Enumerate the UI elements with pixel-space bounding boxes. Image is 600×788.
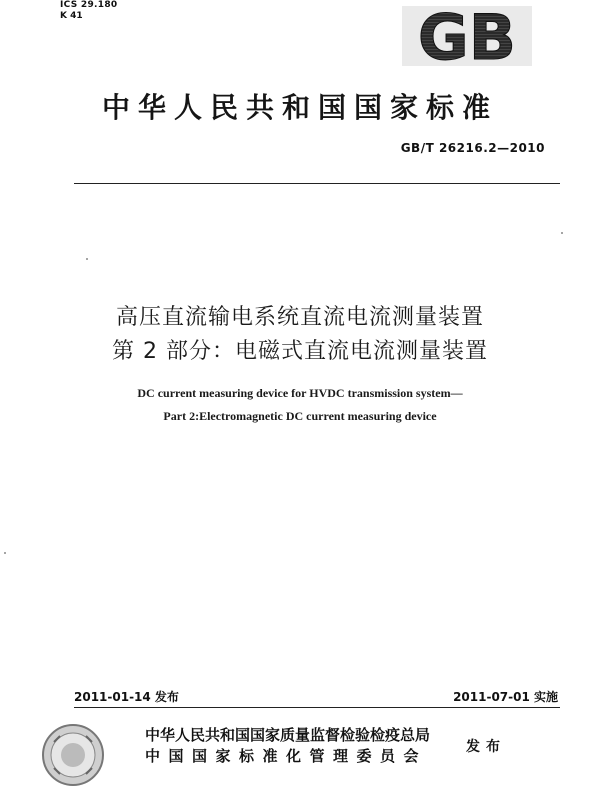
title-english-line1: DC current measuring device for HVDC transmission system— [137, 386, 463, 400]
scan-speck [86, 258, 88, 260]
top-divider [74, 183, 560, 184]
issue-date: 2011-01-14 发布 [74, 690, 179, 704]
issuer-line2: 中国国家标准化管理委员会 [145, 747, 428, 765]
scan-speck [561, 232, 563, 234]
bottom-divider [74, 707, 560, 708]
issuer-line1: 中华人民共和国国家质量监督检验检疫总局 [145, 726, 431, 744]
seal-icon [40, 722, 106, 788]
main-title: 中华人民共和国国家标准 [101, 91, 498, 124]
ics-code: ICS 29.180 [60, 0, 118, 10]
gb-logo [402, 6, 532, 66]
title-chinese-line2: 第 2 部分：电磁式直流电流测量装置 [112, 339, 488, 364]
standard-number: GB/T 26216.2—2010 [400, 141, 545, 155]
implementation-date: 2011-07-01 实施 [453, 690, 558, 704]
ccs-code: K 41 [60, 11, 83, 21]
scan-speck [4, 552, 6, 554]
gb-logo-text: GB [417, 6, 517, 66]
publish-label: 发布 [466, 739, 506, 755]
title-chinese-line1: 高压直流输电系统直流电流测量装置 [115, 305, 484, 330]
title-english-line2: Part 2:Electromagnetic DC current measuring device [163, 409, 437, 423]
